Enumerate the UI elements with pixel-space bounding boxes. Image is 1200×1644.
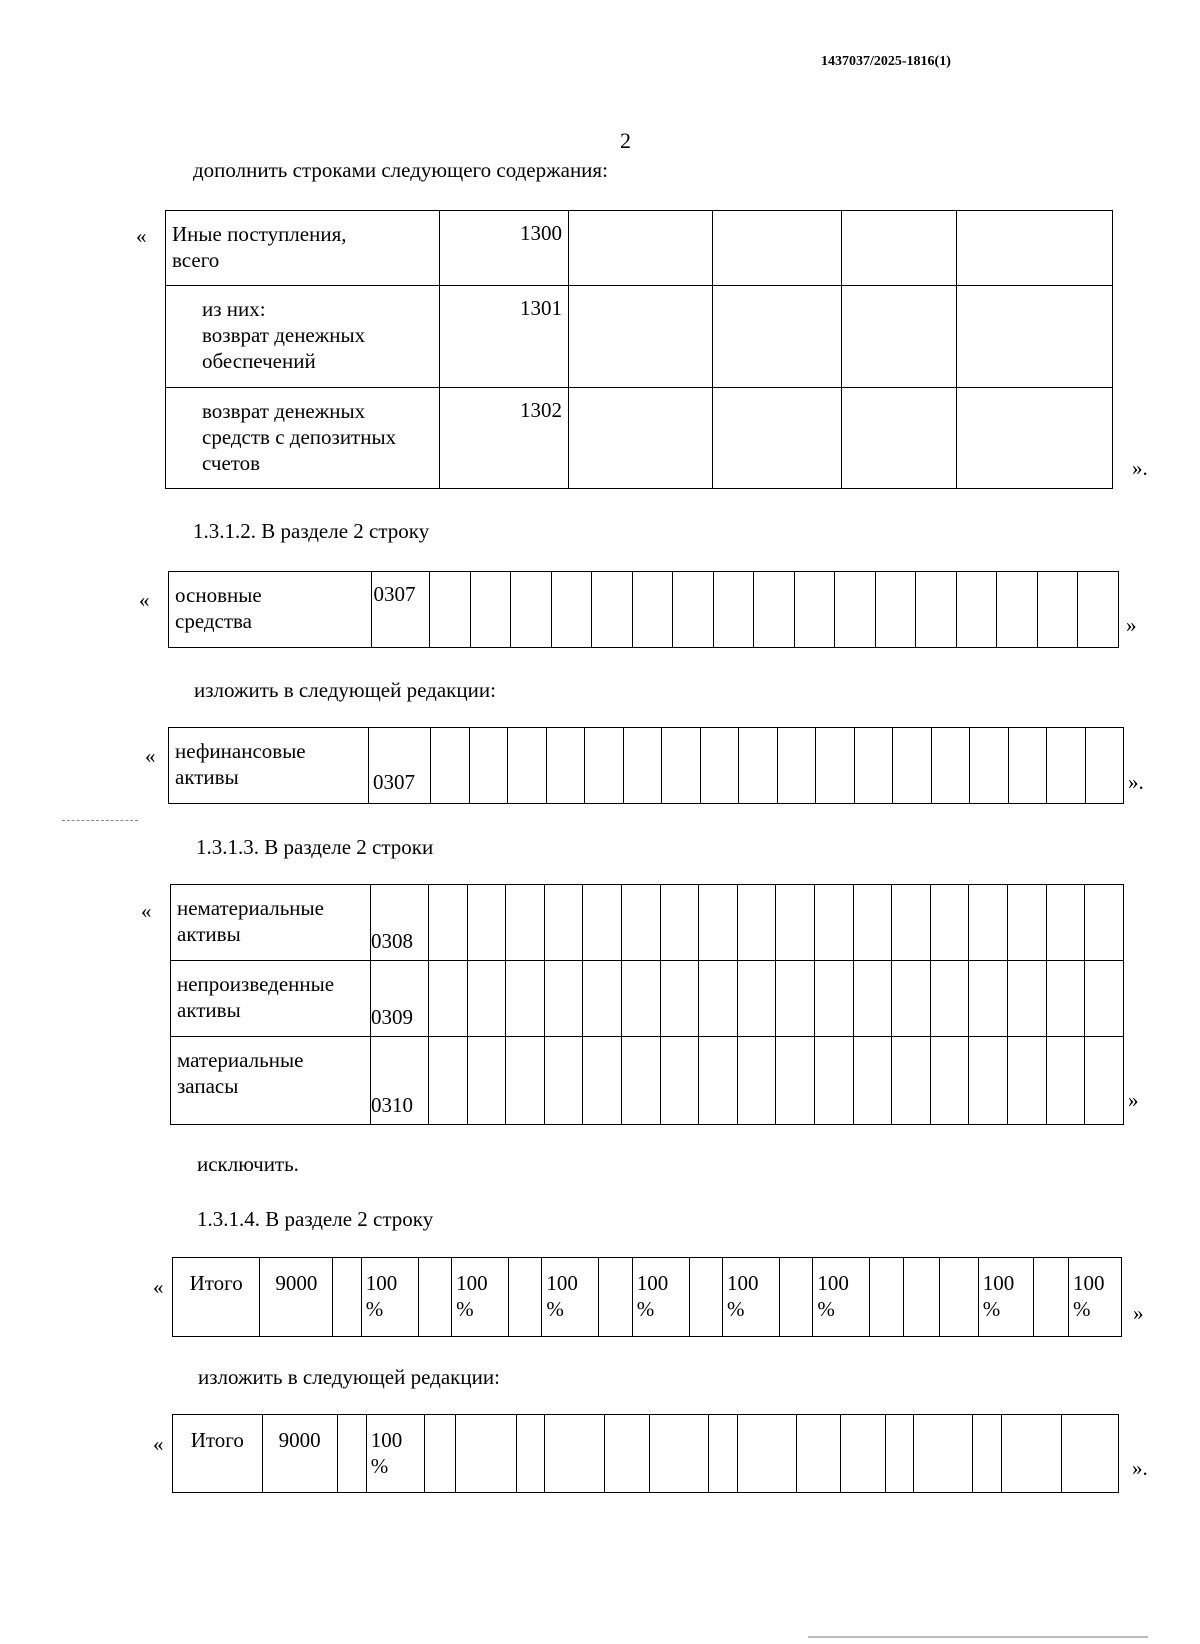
row-label: из них: возврат денежных обеспечений	[166, 286, 440, 388]
empty-cell	[973, 1415, 1002, 1493]
empty-cell	[737, 1415, 796, 1493]
table-total	[172, 1257, 1122, 1337]
empty-cell	[853, 1037, 892, 1125]
empty-cell	[957, 286, 1113, 388]
section-heading: изложить в следующей редакции:	[198, 1365, 500, 1389]
table-fixed-assets	[168, 571, 1119, 648]
empty-cell	[544, 1415, 604, 1493]
empty-cell	[660, 1037, 699, 1125]
intro-text: дополнить строками следующего содержания:	[193, 158, 608, 182]
empty-cell	[892, 961, 931, 1037]
empty-cell	[544, 1037, 583, 1125]
open-quote: «	[139, 588, 150, 612]
empty-cell	[713, 572, 754, 648]
row-code: 0307	[371, 572, 430, 648]
row-label: Итого	[173, 1258, 260, 1337]
table-other-receipts	[165, 210, 1113, 489]
row-code: 0308	[371, 885, 429, 961]
empty-cell	[776, 885, 815, 961]
empty-cell	[425, 1415, 456, 1493]
empty-cell	[699, 1037, 738, 1125]
open-quote: «	[145, 744, 156, 768]
empty-cell	[776, 961, 815, 1037]
empty-cell	[456, 1415, 516, 1493]
percent-cell: 100 %	[452, 1258, 509, 1337]
percent-cell: 100 %	[632, 1258, 689, 1337]
table-assets	[170, 884, 1124, 1125]
row-label: Итого	[173, 1415, 263, 1493]
empty-cell	[516, 1415, 544, 1493]
empty-cell	[508, 1258, 541, 1337]
empty-cell	[429, 885, 468, 961]
close-quote: ».	[1132, 456, 1148, 480]
empty-cell	[835, 572, 876, 648]
table-row	[166, 211, 1113, 286]
row-label: нематериальные активы	[171, 885, 371, 961]
empty-cell	[632, 572, 673, 648]
section-heading: 1.3.1.3. В разделе 2 строки	[196, 835, 434, 859]
empty-cell	[930, 1037, 969, 1125]
empty-cell	[916, 572, 957, 648]
empty-cell	[660, 961, 699, 1037]
empty-cell	[431, 728, 470, 804]
empty-cell	[585, 728, 624, 804]
table-row	[173, 1415, 1119, 1493]
empty-cell	[650, 1415, 709, 1493]
empty-cell	[957, 211, 1113, 286]
empty-cell	[709, 1415, 737, 1493]
percent-cell: 100 %	[813, 1258, 870, 1337]
page-number: 2	[620, 128, 631, 153]
empty-cell	[840, 1415, 885, 1493]
empty-cell	[1007, 961, 1046, 1037]
empty-cell	[430, 572, 471, 648]
table-total-new	[172, 1414, 1119, 1493]
empty-cell	[903, 1258, 940, 1337]
empty-cell	[700, 728, 739, 804]
empty-cell	[337, 1415, 366, 1493]
empty-cell	[506, 961, 545, 1037]
row-label: нефинансовые активы	[169, 728, 369, 804]
empty-cell	[842, 286, 957, 388]
section-heading: 1.3.1.2. В разделе 2 строку	[193, 519, 430, 543]
empty-cell	[913, 1415, 972, 1493]
close-quote: ».	[1128, 770, 1144, 794]
empty-cell	[853, 961, 892, 1037]
empty-cell	[470, 572, 511, 648]
close-quote: »	[1133, 1301, 1144, 1325]
empty-cell	[940, 1258, 979, 1337]
close-quote: »	[1128, 1088, 1139, 1112]
empty-cell	[854, 728, 893, 804]
row-code: 1301	[440, 286, 569, 388]
empty-cell	[544, 961, 583, 1037]
empty-cell	[754, 572, 795, 648]
open-quote: «	[153, 1275, 164, 1299]
table-row	[171, 1037, 1124, 1125]
empty-cell	[1085, 728, 1124, 804]
empty-cell	[930, 961, 969, 1037]
table-row	[173, 1258, 1122, 1337]
table-row	[169, 572, 1119, 648]
empty-cell	[814, 885, 853, 961]
empty-cell	[583, 1037, 622, 1125]
empty-cell	[737, 961, 776, 1037]
empty-cell	[1047, 728, 1086, 804]
empty-cell	[893, 728, 932, 804]
row-code: 1302	[440, 388, 569, 489]
empty-cell	[418, 1258, 451, 1337]
empty-cell	[569, 388, 713, 489]
empty-cell	[737, 1037, 776, 1125]
empty-cell	[511, 572, 552, 648]
empty-cell	[885, 1415, 913, 1493]
scan-artifact	[62, 820, 138, 822]
empty-cell	[467, 1037, 506, 1125]
empty-cell	[796, 1415, 840, 1493]
scan-artifact	[808, 1636, 1148, 1638]
empty-cell	[605, 1415, 650, 1493]
table-row	[169, 728, 1124, 804]
empty-cell	[969, 885, 1008, 961]
table-row	[171, 885, 1124, 961]
row-code: 0309	[371, 961, 429, 1037]
row-code: 0307	[369, 728, 431, 804]
empty-cell	[467, 961, 506, 1037]
document-number: 1437037/2025-1816(1)	[821, 54, 951, 69]
empty-cell	[713, 211, 842, 286]
empty-cell	[583, 961, 622, 1037]
empty-cell	[429, 1037, 468, 1125]
empty-cell	[469, 728, 508, 804]
exclude-text: исключить.	[197, 1152, 299, 1176]
empty-cell	[931, 728, 970, 804]
empty-cell	[956, 572, 997, 648]
empty-cell	[689, 1258, 722, 1337]
row-code: 9000	[262, 1415, 337, 1493]
empty-cell	[599, 1258, 632, 1337]
empty-cell	[1008, 728, 1047, 804]
open-quote: «	[136, 224, 147, 248]
empty-cell	[776, 1037, 815, 1125]
empty-cell	[621, 885, 660, 961]
empty-cell	[1033, 1258, 1069, 1337]
empty-cell	[1085, 1037, 1124, 1125]
row-code: 0310	[371, 1037, 429, 1125]
empty-cell	[875, 572, 916, 648]
empty-cell	[816, 728, 855, 804]
empty-cell	[1007, 885, 1046, 961]
table-nonfinancial-assets	[168, 727, 1124, 804]
percent-cell: 100 %	[366, 1415, 424, 1493]
empty-cell	[467, 885, 506, 961]
empty-cell	[814, 961, 853, 1037]
empty-cell	[544, 885, 583, 961]
empty-cell	[662, 728, 701, 804]
row-label: непроизведенные активы	[171, 961, 371, 1037]
empty-cell	[592, 572, 633, 648]
table-row	[171, 961, 1124, 1037]
empty-cell	[739, 728, 778, 804]
empty-cell	[777, 728, 816, 804]
row-label: основные средства	[169, 572, 372, 648]
empty-cell	[930, 885, 969, 961]
empty-cell	[699, 961, 738, 1037]
section-heading: 1.3.1.4. В разделе 2 строку	[197, 1207, 434, 1231]
percent-cell: 100 %	[1069, 1258, 1122, 1337]
empty-cell	[1046, 1037, 1085, 1125]
empty-cell	[842, 211, 957, 286]
empty-cell	[673, 572, 714, 648]
empty-cell	[660, 885, 699, 961]
row-label: материальные запасы	[171, 1037, 371, 1125]
empty-cell	[853, 885, 892, 961]
empty-cell	[1078, 572, 1119, 648]
empty-cell	[713, 286, 842, 388]
empty-cell	[814, 1037, 853, 1125]
percent-cell: 100 %	[723, 1258, 780, 1337]
empty-cell	[623, 728, 662, 804]
close-quote: ».	[1132, 1456, 1148, 1480]
row-label: возврат денежных средств с депозитных счетов	[166, 388, 440, 489]
open-quote: «	[141, 899, 152, 923]
empty-cell	[1085, 961, 1124, 1037]
empty-cell	[969, 961, 1008, 1037]
empty-cell	[569, 286, 713, 388]
percent-cell: 100 %	[361, 1258, 418, 1337]
empty-cell	[870, 1258, 903, 1337]
empty-cell	[699, 885, 738, 961]
empty-cell	[621, 961, 660, 1037]
empty-cell	[508, 728, 547, 804]
empty-cell	[429, 961, 468, 1037]
close-quote: »	[1126, 613, 1137, 637]
row-code: 9000	[260, 1258, 333, 1337]
empty-cell	[779, 1258, 812, 1337]
section-heading: изложить в следующей редакции:	[194, 678, 496, 702]
empty-cell	[1085, 885, 1124, 961]
percent-cell: 100 %	[542, 1258, 599, 1337]
empty-cell	[1046, 961, 1085, 1037]
empty-cell	[621, 1037, 660, 1125]
empty-cell	[892, 1037, 931, 1125]
empty-cell	[713, 388, 842, 489]
empty-cell	[1007, 1037, 1046, 1125]
empty-cell	[957, 388, 1113, 489]
empty-cell	[842, 388, 957, 489]
row-code: 1300	[440, 211, 569, 286]
percent-cell: 100 %	[978, 1258, 1033, 1337]
empty-cell	[737, 885, 776, 961]
empty-cell	[569, 211, 713, 286]
empty-cell	[794, 572, 835, 648]
empty-cell	[551, 572, 592, 648]
empty-cell	[969, 1037, 1008, 1125]
empty-cell	[583, 885, 622, 961]
empty-cell	[333, 1258, 361, 1337]
table-row	[166, 388, 1113, 489]
empty-cell	[546, 728, 585, 804]
empty-cell	[506, 1037, 545, 1125]
open-quote: «	[153, 1432, 164, 1456]
table-row	[166, 286, 1113, 388]
empty-cell	[1046, 885, 1085, 961]
empty-cell	[506, 885, 545, 961]
empty-cell	[1002, 1415, 1061, 1493]
row-label: Иные поступления, всего	[166, 211, 440, 286]
empty-cell	[1037, 572, 1078, 648]
empty-cell	[1061, 1415, 1118, 1493]
empty-cell	[997, 572, 1038, 648]
empty-cell	[892, 885, 931, 961]
empty-cell	[970, 728, 1009, 804]
